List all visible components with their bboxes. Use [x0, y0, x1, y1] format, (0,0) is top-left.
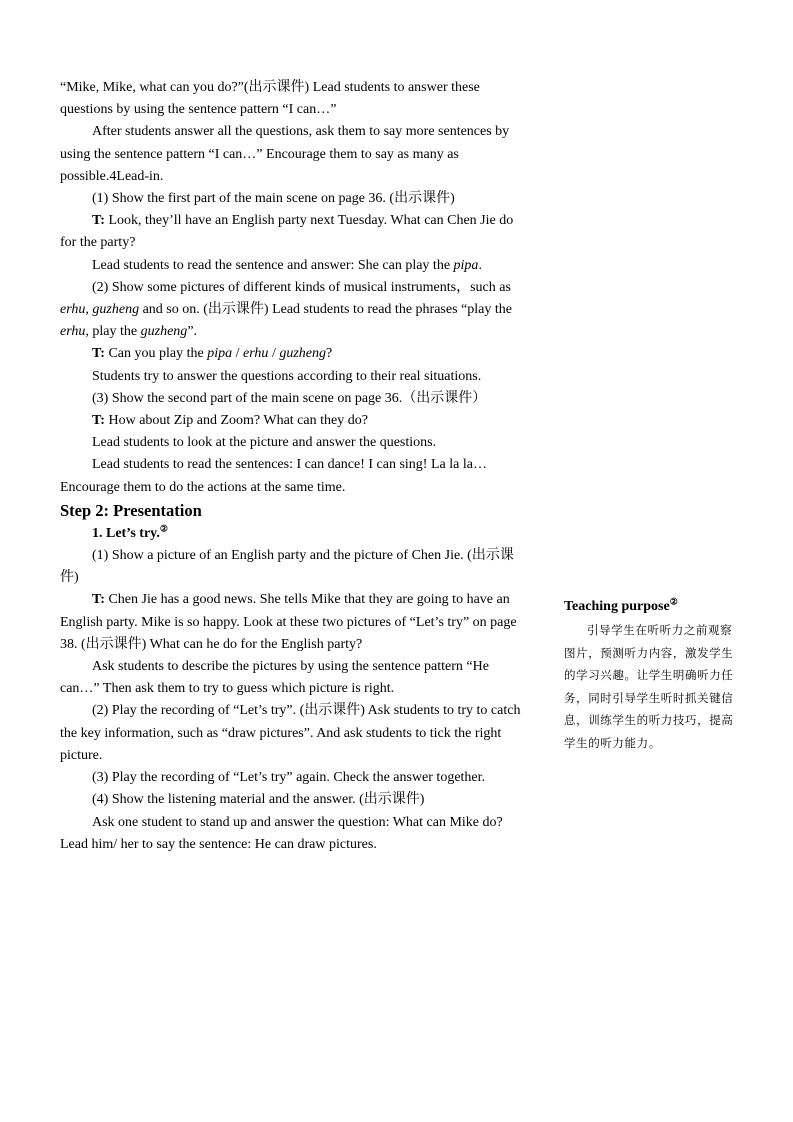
lesson-body: [60, 77, 532, 856]
subsection-title: 1. Let’s try.: [92, 525, 160, 541]
punctuation: .: [478, 257, 482, 273]
teaching-purpose-note: [564, 597, 739, 754]
footnote-marker: ②: [159, 523, 168, 534]
paragraph-text: Look, they’ll have an English party next Tuesday. What can Chen Jie do for the party?: [60, 213, 514, 251]
paragraph-text: Lead students to read the sentence and answer: She can play the: [92, 257, 454, 273]
paragraph: [60, 255, 532, 277]
paragraph: Ask one student to stand up and answer the question: What can Mike do? Lead him/ her to say the sentence: He can draw pictures.: [60, 814, 503, 852]
paragraph: [60, 343, 532, 365]
paragraph: (2) Play the recording of “Let’s try”. (出示课件) Ask students to try to catch the key information, such as “draw pictures”. And ask students to tick the right picture.: [60, 703, 521, 763]
punctuation: ”.: [187, 324, 198, 340]
paragraph: [60, 589, 532, 656]
term-erhu: erhu: [60, 302, 86, 318]
paragraph: After students answer all the questions, ask them to say more sentences by using the sentence pattern “I can…” Encourage them to say as many as possible.4Lead-in.: [60, 124, 510, 184]
paragraph: Lead students to read the sentences: I can dance! I can sing! La la la… Encourage them to do the actions at the same time.: [60, 457, 487, 495]
paragraph: [60, 210, 532, 254]
paragraph: (3) Play the recording of “Let’s try” again. Check the answer together.: [92, 770, 486, 786]
paragraph: Ask students to describe the pictures by using the sentence pattern “He can…” Then ask them to try to guess which picture is right.: [60, 659, 489, 697]
footnote-marker: ②: [669, 596, 678, 607]
paragraph-text: ,: [85, 302, 93, 318]
term-pipa: pipa: [207, 346, 233, 362]
paragraph-text: and so on. (出示课件) Lead students to read the phrases “play the: [139, 302, 512, 318]
paragraph-text: Can you play the: [104, 346, 208, 362]
note-title: [564, 597, 739, 617]
paragraph-text: (2) Show some pictures of different kinds of musical instruments，such as: [92, 279, 511, 295]
term-guzheng: guzheng: [140, 324, 188, 340]
separator: /: [232, 346, 244, 362]
paragraph: (1) Show the first part of the main scene on page 36. (出示课件): [92, 191, 455, 207]
paragraph: “Mike, Mike, what can you do?”(出示课件) Lead students to answer these questions by using the sentence pattern “I can…”: [60, 80, 480, 118]
paragraph: Lead students to look at the picture and answer the questions.: [92, 435, 437, 451]
term-guzheng: guzheng: [92, 302, 140, 318]
paragraph: [60, 277, 532, 344]
paragraph: Students try to answer the questions according to their real situations.: [92, 368, 482, 384]
term-pipa: pipa: [453, 257, 479, 273]
paragraph: (1) Show a picture of an English party and the picture of Chen Jie. (出示课件): [60, 548, 514, 586]
subsection-heading: [60, 523, 532, 545]
note-body: 引导学生在听听力之前观察图片，预测听力内容，激发学生的学习兴趣。让学生明确听力任务，同时引导学生听时抓关键信息，训练学生的听力技巧，提高学生的听力能力。: [564, 623, 734, 750]
term-guzheng: guzheng: [279, 346, 326, 362]
speaker-label: T:: [92, 346, 105, 362]
term-erhu: erhu: [60, 324, 86, 340]
note-title-text: Teaching purpose: [564, 599, 670, 614]
paragraph: (3) Show the second part of the main scene on page 36.（出示课件）: [92, 390, 487, 406]
speaker-label: T:: [92, 213, 105, 229]
term-erhu: erhu: [243, 346, 269, 362]
punctuation: ?: [326, 346, 333, 362]
paragraph: (4) Show the listening material and the answer. (出示课件): [92, 792, 425, 808]
paragraph-text: How about Zip and Zoom? What can they do?: [104, 413, 368, 429]
speaker-label: T:: [92, 413, 105, 429]
paragraph-text: Chen Jie has a good news. She tells Mike that they are going to have an English party. Mike is so happy. Look at these two pictures of “Let’s try” on page 38. (出示课件) What can he do for the English party?: [60, 592, 517, 652]
speaker-label: T:: [92, 592, 105, 608]
separator: /: [268, 346, 280, 362]
section-heading: Step 2: Presentation: [60, 500, 202, 520]
paragraph-text: , play the: [85, 324, 141, 340]
paragraph: [60, 410, 532, 432]
